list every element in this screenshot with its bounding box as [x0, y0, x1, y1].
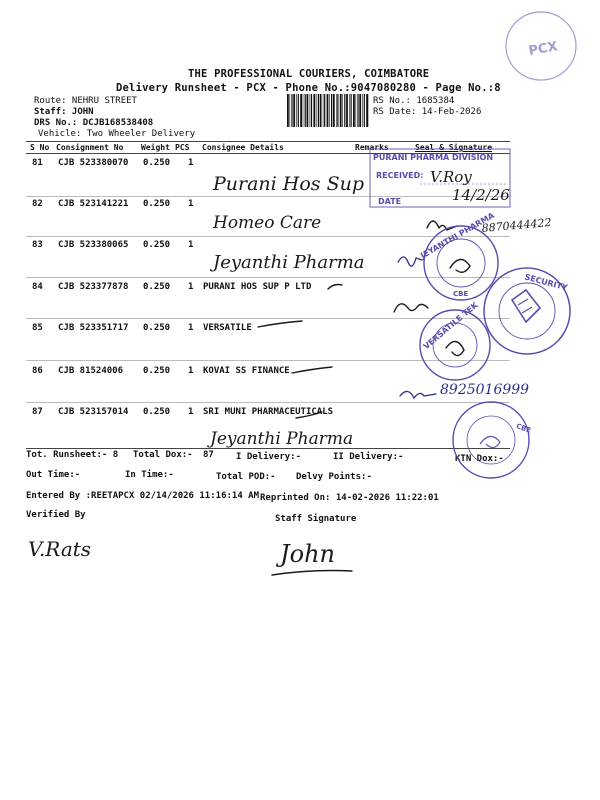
row-consignee: PURANI HOS SUP P LTD — [203, 282, 312, 292]
reprinted-on: Reprinted On: 14-02-2026 11:22:01 — [260, 493, 439, 503]
purani-stamp-title: PURANI PHARMA DIVISION — [373, 153, 494, 162]
rs-number: RS No.: 1685384 — [373, 96, 455, 106]
phone-number-2: 8925016999 — [440, 382, 530, 398]
received-label: RECEIVED: — [376, 171, 424, 180]
total-dox: Total Dox:- — [133, 450, 193, 460]
row-pcs: 1 — [188, 366, 194, 376]
row-sno: 82 — [32, 199, 43, 209]
rs-date: RS Date: 14-Feb-2026 — [373, 107, 482, 117]
jeyanthi-stamp-text: JEYANTHI PHARMA — [419, 210, 496, 261]
col-remarks: Remarks — [355, 143, 389, 152]
date-label: DATE — [378, 197, 402, 206]
row-consignee: KOVAI SS FINANCE — [203, 366, 290, 376]
row-consignment: CJB 81524006 — [58, 366, 124, 376]
ktn-dox: KTN Dox:- — [455, 454, 504, 464]
row-83-handwriting: Jeyanthi Pharma — [213, 252, 365, 273]
staff-signature-label: Staff Signature — [275, 514, 357, 524]
drs-number: DRS No.: DCJB168538408 — [34, 118, 154, 128]
versatile-stamp — [420, 300, 490, 380]
out-time: Out Time:- — [26, 470, 81, 480]
row-weight: 0.250 — [143, 282, 171, 292]
row-consignee: VERSATILE — [203, 323, 252, 333]
row-consignment: CJB 523377878 — [58, 282, 129, 292]
row-weight: 0.250 — [143, 158, 171, 168]
row-weight: 0.250 — [143, 240, 171, 250]
row-82-handwriting: Homeo Care — [213, 213, 322, 233]
col-weight: Weight — [141, 143, 170, 152]
jeyanthi-stamp-lower — [453, 402, 532, 478]
date-value: 14/2/26 — [452, 186, 510, 204]
i-delivery: I Delivery:- — [236, 452, 302, 462]
route-label: Route: NEHRU STREET — [34, 96, 137, 106]
vehicle-label: Vehicle: Two Wheeler Delivery — [38, 129, 196, 139]
row-pcs: 1 — [188, 240, 194, 250]
versatile-stamp-text: VERSATILE TEK — [421, 300, 480, 352]
staff-signature: John — [280, 540, 335, 568]
pcx-stamp-text: PCX — [527, 39, 559, 60]
security-stamp — [484, 268, 570, 354]
staff-label: Staff: JOHN — [34, 107, 94, 117]
tot-runsheet: Tot. Runsheet:- 8 — [26, 450, 119, 460]
row-sno: 85 — [32, 323, 43, 333]
row-consignment: CJB 523380065 — [58, 240, 129, 250]
col-seal: Seal & Signature — [415, 143, 493, 152]
row-87-handwriting: Jeyanthi Pharma — [210, 429, 354, 449]
jeyanthi-lower-cbe: CBE — [515, 422, 533, 435]
row-sno: 83 — [32, 240, 43, 250]
runsheet-subtitle: Delivery Runsheet - PCX - Phone No.:9047080280 - Page No.:8 — [116, 82, 501, 94]
delvy-points: Delvy Points:- — [296, 472, 372, 482]
row-pcs: 1 — [188, 282, 194, 292]
col-consignment: Consignment No — [56, 143, 124, 152]
col-pcs: PCS — [175, 143, 190, 152]
verified-by: Verified By — [26, 510, 86, 520]
verifier-signature: V.Rats — [28, 537, 92, 561]
row-sno: 86 — [32, 366, 43, 376]
row-consignment: CJB 523351717 — [58, 323, 129, 333]
row-sno: 84 — [32, 282, 43, 292]
security-stamp-text: SECURITY — [523, 272, 569, 293]
row-pcs: 1 — [188, 158, 194, 168]
row-sno: 81 — [32, 158, 43, 168]
row-consignment: CJB 523157014 — [58, 407, 129, 417]
col-sno: S No — [30, 143, 50, 152]
row-pcs: 1 — [188, 407, 194, 417]
jeyanthi-stamp — [418, 210, 498, 300]
in-time: In Time:- — [125, 470, 174, 480]
pcx-stamp — [506, 12, 576, 80]
row-consignment: CJB 523380070 — [58, 158, 129, 168]
row-weight: 0.250 — [143, 407, 171, 417]
received-signature: V.Roy — [430, 168, 472, 186]
row-sno: 87 — [32, 407, 43, 417]
row-pcs: 1 — [188, 323, 194, 333]
row-weight: 0.250 — [143, 199, 171, 209]
row-weight: 0.250 — [143, 323, 171, 333]
row-weight: 0.250 — [143, 366, 171, 376]
company-title: THE PROFESSIONAL COURIERS, COIMBATORE — [188, 68, 430, 80]
entered-by: Entered By :REETAPCX 02/14/2026 11:16:14 AM — [26, 491, 259, 501]
row-81-handwriting: Purani Hos Sup — [213, 173, 364, 195]
row-consignment: CJB 523141221 — [58, 199, 129, 209]
purani-received-stamp — [370, 149, 510, 207]
col-consignee: Consignee Details — [202, 143, 284, 152]
ii-delivery: II Delivery:- — [333, 452, 404, 462]
row-pcs: 1 — [188, 199, 194, 209]
phone-number-1: 8870444422 — [481, 215, 552, 235]
total-dox-value: 87 — [203, 450, 214, 460]
row-consignee: SRI MUNI PHARMACEUTICALS — [203, 407, 334, 417]
jeyanthi-cbe: CBE — [453, 290, 469, 298]
total-pod: Total POD:- — [216, 472, 276, 482]
